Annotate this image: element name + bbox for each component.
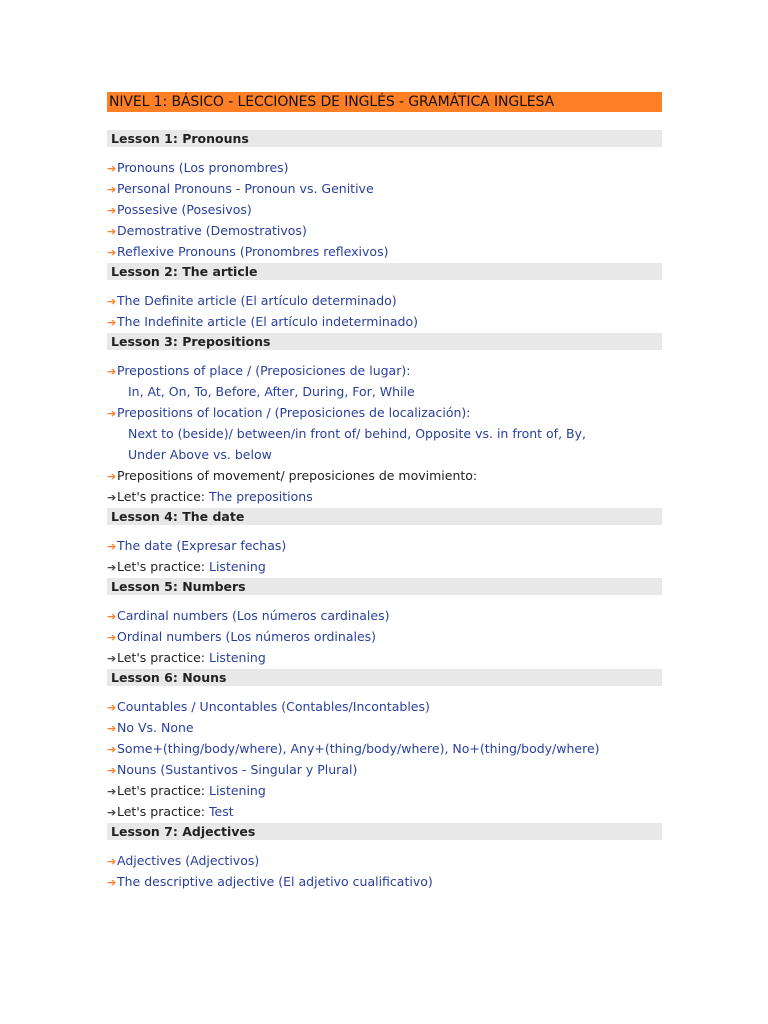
practice-label: Let's practice:: [117, 783, 206, 798]
practice-item: [107, 780, 662, 801]
lesson-heading: Lesson 2: The article: [107, 263, 662, 280]
lesson-link[interactable]: Adjectives (Adjectivos): [117, 853, 260, 868]
lesson-link[interactable]: Pronouns (Los pronombres): [117, 160, 289, 175]
lesson-items: [107, 350, 662, 508]
lesson-link-item: [107, 290, 662, 311]
lesson-heading: Lesson 1: Pronouns: [107, 130, 662, 147]
arrow-right-icon: ➔: [107, 295, 117, 308]
arrow-right-icon: ➔: [107, 764, 117, 777]
lesson-link-item: [107, 871, 662, 892]
lesson-link[interactable]: Listening: [209, 650, 266, 665]
lesson-link-item: [107, 738, 662, 759]
lesson-link-item: [107, 157, 662, 178]
lesson-heading: Lesson 4: The date: [107, 508, 662, 525]
lesson-subitem: Next to (beside)/ between/in front of/ behind, Opposite vs. in front of, By,: [128, 426, 586, 441]
arrow-right-icon: ➔: [107, 316, 117, 329]
lesson-index: [107, 92, 662, 893]
lesson-link[interactable]: Countables / Uncontables (Contables/Incontables): [117, 699, 430, 714]
lesson-link-item: [107, 535, 662, 556]
lesson-link[interactable]: The prepositions: [209, 489, 313, 504]
arrow-right-icon: ➔: [107, 540, 117, 553]
lesson-heading: Lesson 5: Numbers: [107, 578, 662, 595]
lesson-items: [107, 147, 662, 263]
arrow-right-icon: ➔: [107, 246, 117, 259]
arrow-right-icon: ➔: [107, 183, 117, 196]
practice-item: [107, 801, 662, 822]
arrow-right-icon: ➔: [107, 204, 117, 217]
lesson-link[interactable]: The Indefinite article (El artículo indeterminado): [117, 314, 418, 329]
lesson-link[interactable]: Cardinal numbers (Los números cardinales): [117, 608, 390, 623]
arrow-right-icon: ➔: [107, 722, 117, 735]
lesson-heading: Lesson 6: Nouns: [107, 669, 662, 686]
practice-label: Let's practice:: [117, 559, 206, 574]
lesson-link[interactable]: Prepositions of location / (Preposiciones de localización):: [117, 405, 471, 420]
lesson-link-item: [107, 759, 662, 780]
practice-item: [107, 647, 662, 668]
arrow-right-icon: ➔: [107, 561, 117, 574]
arrow-right-icon: ➔: [107, 225, 117, 238]
lesson-items: [107, 595, 662, 669]
lesson-link[interactable]: Nouns (Sustantivos - Singular y Plural): [117, 762, 358, 777]
practice-item: [107, 486, 662, 507]
practice-label: Let's practice:: [117, 650, 206, 665]
lesson-link-item: [107, 178, 662, 199]
lesson-link-item: [107, 360, 662, 381]
lesson-link-item: [107, 465, 662, 486]
arrow-right-icon: ➔: [107, 610, 117, 623]
lesson-link[interactable]: Test: [209, 804, 234, 819]
lesson-subitem: Under Above vs. below: [128, 447, 272, 462]
lesson-items: [107, 840, 662, 893]
arrow-right-icon: ➔: [107, 365, 117, 378]
arrow-right-icon: ➔: [107, 491, 117, 504]
lesson-link-item: [107, 402, 662, 423]
lesson-items: [107, 525, 662, 578]
lesson-link[interactable]: Ordinal numbers (Los números ordinales): [117, 629, 377, 644]
arrow-right-icon: ➔: [107, 631, 117, 644]
lesson-link[interactable]: Listening: [209, 559, 266, 574]
lesson-list: [107, 130, 662, 893]
lesson-link[interactable]: Listening: [209, 783, 266, 798]
lesson-link[interactable]: The date (Expresar fechas): [117, 538, 287, 553]
lesson-link-item: [107, 605, 662, 626]
lesson-subitem: In, At, On, To, Before, After, During, For, While: [128, 384, 415, 399]
lesson-link-item: [107, 241, 662, 262]
lesson-link[interactable]: The descriptive adjective (El adjetivo cualificativo): [117, 874, 433, 889]
arrow-right-icon: ➔: [107, 806, 117, 819]
arrow-right-icon: ➔: [107, 743, 117, 756]
practice-item: [107, 556, 662, 577]
arrow-right-icon: ➔: [107, 470, 117, 483]
lesson-link[interactable]: Prepostions of place / (Preposiciones de lugar):: [117, 363, 411, 378]
lesson-link[interactable]: The Definite article (El artículo determinado): [117, 293, 397, 308]
arrow-right-icon: ➔: [107, 701, 117, 714]
lesson-link[interactable]: Reflexive Pronouns (Pronombres reflexivos): [117, 244, 389, 259]
lesson-link-item: [107, 850, 662, 871]
lesson-link-item: [107, 220, 662, 241]
lesson-heading: Lesson 3: Prepositions: [107, 333, 662, 350]
lesson-items: [107, 686, 662, 823]
practice-label: Let's practice:: [117, 804, 206, 819]
practice-label: Let's practice:: [117, 489, 206, 504]
arrow-right-icon: ➔: [107, 785, 117, 798]
arrow-right-icon: ➔: [107, 407, 117, 420]
lesson-link-item: [107, 311, 662, 332]
lesson-link[interactable]: Some+(thing/body/where), Any+(thing/body/where), No+(thing/body/where): [117, 741, 600, 756]
arrow-right-icon: ➔: [107, 652, 117, 665]
lesson-link[interactable]: No Vs. None: [117, 720, 194, 735]
lesson-link[interactable]: Personal Pronouns - Pronoun vs. Genitive: [117, 181, 374, 196]
page-title: NIVEL 1: BÁSICO - LECCIONES DE INGLÉS - GRAMÁTICA INGLESA: [107, 92, 662, 112]
lesson-heading: Lesson 7: Adjectives: [107, 823, 662, 840]
arrow-right-icon: ➔: [107, 162, 117, 175]
lesson-link[interactable]: Possesive (Posesivos): [117, 202, 252, 217]
arrow-right-icon: ➔: [107, 855, 117, 868]
lesson-link-item: [107, 626, 662, 647]
lesson-items: [107, 280, 662, 333]
lesson-text: Prepositions of movement/ preposiciones de movimiento:: [117, 468, 478, 483]
arrow-right-icon: ➔: [107, 876, 117, 889]
lesson-link-item: [107, 696, 662, 717]
lesson-link-item: [107, 717, 662, 738]
lesson-link[interactable]: Demostrative (Demostrativos): [117, 223, 307, 238]
lesson-link-item: [107, 199, 662, 220]
